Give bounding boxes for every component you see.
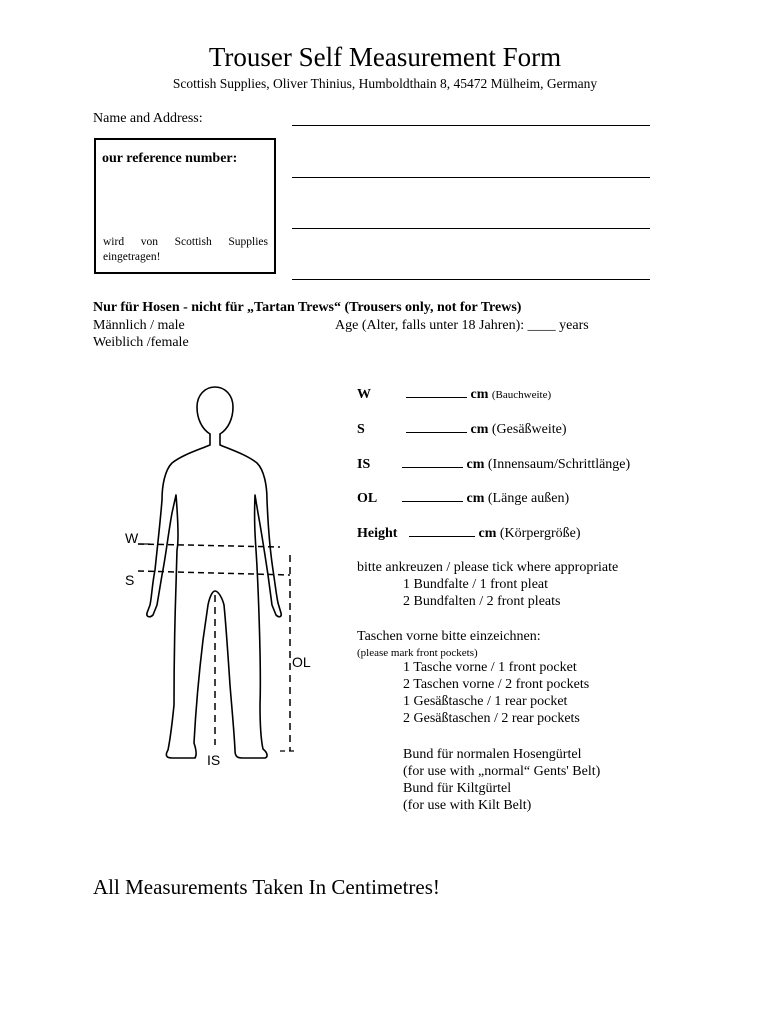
pocket-option-2[interactable]: 2 Taschen vorne / 2 front pockets (403, 677, 590, 692)
reference-note: wird von Scottish Supplies eingetragen! (103, 236, 268, 263)
body-measurement-figure (110, 385, 320, 775)
measurement-code: OL (357, 491, 378, 506)
measurement-unit: cm (478, 526, 497, 541)
measurement-row-s (357, 422, 567, 438)
pocket-option-4[interactable]: 2 Gesäßtaschen / 2 rear pockets (403, 711, 580, 726)
gender-female-option[interactable]: Weiblich /female (93, 335, 189, 350)
waistband-note-normal: (for use with „normal“ Gents' Belt) (403, 764, 601, 779)
measurement-desc: (Bauchweite) (491, 389, 552, 401)
figure-label-w: W (125, 530, 139, 546)
waist-measure-line (138, 544, 280, 547)
figure-label-is: IS (207, 752, 221, 768)
measurement-row-ol (357, 491, 569, 507)
trousers-only-heading: Nur für Hosen - nicht für „Tartan Trews“ (Trousers only, not for Trews) (93, 300, 522, 315)
pockets-instruction: Taschen vorne bitte einzeichnen: (357, 629, 541, 644)
body-outline (147, 387, 281, 758)
measurement-unit: cm (470, 387, 489, 402)
company-address: Scottish Supplies, Oliver Thinius, Humboldthain 8, 45472 Mülheim, Germany (172, 76, 598, 91)
waistband-option-kilt[interactable]: Bund für Kiltgürtel (403, 781, 512, 796)
measurement-blank-w[interactable] (406, 387, 467, 398)
pleat-option-2[interactable]: 2 Bundfalten / 2 front pleats (403, 594, 561, 609)
measurement-row-height (357, 526, 581, 542)
pocket-option-1[interactable]: 1 Tasche vorne / 1 front pocket (403, 660, 577, 675)
measurement-blank-s[interactable] (406, 422, 467, 433)
measurement-desc: (Länge außen) (487, 491, 570, 506)
measurement-desc: (Innensaum/Schrittlänge) (487, 457, 631, 472)
pleat-option-1[interactable]: 1 Bundfalte / 1 front pleat (403, 577, 549, 592)
address-line-4[interactable] (292, 279, 650, 280)
measurement-unit: cm (470, 422, 489, 437)
form-title: Trouser Self Measurement Form (208, 42, 562, 72)
waistband-option-normal[interactable]: Bund für normalen Hosengürtel (403, 747, 582, 762)
age-field[interactable]: Age (Alter, falls unter 18 Jahren): ____ years (335, 318, 589, 333)
measurement-row-w (357, 387, 551, 403)
address-line-1[interactable] (292, 125, 650, 126)
gender-male-option[interactable]: Männlich / male (93, 318, 185, 333)
name-address-label: Name and Address: (93, 111, 203, 126)
reference-number-label: our reference number: (102, 151, 238, 166)
pockets-sub-instruction: (please mark front pockets) (357, 647, 478, 659)
measurement-row-is (357, 457, 630, 473)
measurement-blank-height[interactable] (409, 526, 475, 537)
pleats-instruction: bitte ankreuzen / please tick where appropriate (357, 560, 619, 575)
measurement-unit: cm (466, 491, 485, 506)
measurement-code: IS (357, 457, 371, 472)
measurement-code: W (357, 387, 371, 402)
measurement-blank-ol[interactable] (402, 491, 463, 502)
measurement-desc: (Körpergröße) (499, 526, 581, 541)
measurement-code: S (357, 422, 365, 437)
pocket-option-3[interactable]: 1 Gesäßtasche / 1 rear pocket (403, 694, 568, 709)
measurement-desc: (Gesäßweite) (491, 422, 567, 437)
measurement-code: Height (357, 526, 398, 541)
waistband-note-kilt: (for use with Kilt Belt) (403, 798, 532, 813)
figure-label-s: S (125, 572, 135, 588)
measurement-unit: cm (466, 457, 485, 472)
measurement-blank-is[interactable] (402, 457, 463, 468)
figure-label-ol: OL (292, 654, 311, 670)
address-line-2[interactable] (292, 177, 650, 178)
units-footer-note: All Measurements Taken In Centimetres! (93, 875, 440, 899)
address-line-3[interactable] (292, 228, 650, 229)
